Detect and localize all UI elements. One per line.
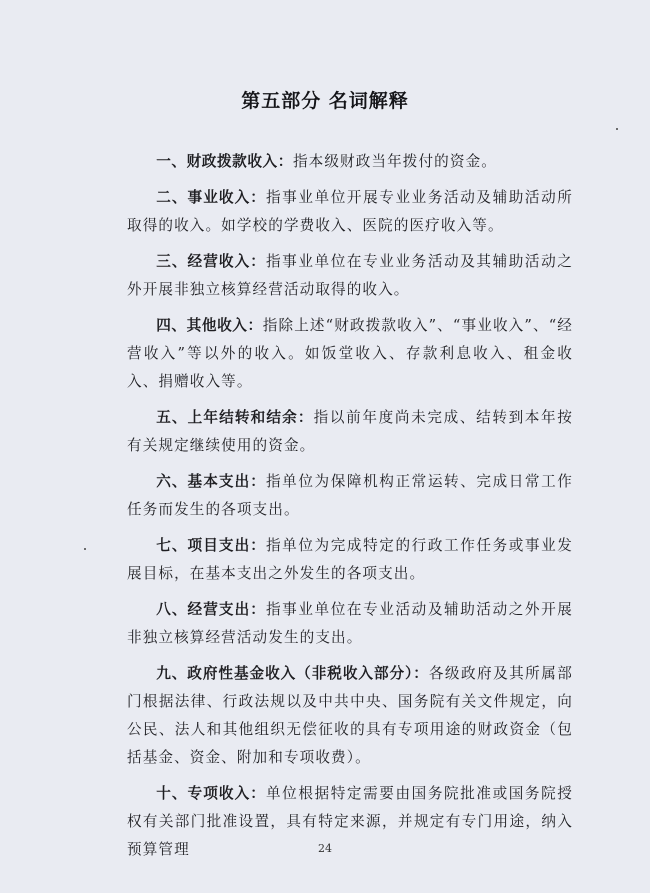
definition-term: 六、基本支出：	[156, 473, 266, 490]
definition-term: 十、专项收入：	[156, 785, 266, 802]
definition-text: 指事业单位在专业业务活动及其辅助活动之外开展非独立核算经营活动取得的收入。	[127, 253, 573, 298]
definition-text: 指以前年度尚未完成、结转到本年按有关规定继续使用的资金。	[127, 409, 573, 454]
definition-term: 三、经营收入：	[156, 253, 266, 270]
definition-item	[127, 660, 573, 772]
definition-term: 九、政府性基金收入（非税收入部分）：	[156, 665, 429, 682]
definition-text: 指事业单位开展专业业务活动及辅助活动所取得的收入。如学校的学费收入、医院的医疗收入等。	[127, 189, 573, 234]
page-number: 24	[318, 842, 332, 855]
scan-speck	[616, 128, 618, 130]
definition-item	[127, 184, 573, 240]
scan-speck	[84, 548, 86, 550]
page-title: 第五部分 名词解释	[241, 90, 409, 112]
definition-term: 一、财政拨款收入：	[156, 153, 293, 170]
definition-text: 指本级财政当年拨付的资金。	[292, 153, 497, 170]
definition-item	[127, 468, 573, 524]
definition-text: 单位根据特定需要由国务院批准或国务院授权有关部门批准设置，具有特定来源，并规定有专门用途，纳入预算管理	[127, 785, 573, 858]
definition-item	[127, 248, 573, 304]
definition-text: 指事业单位在专业活动及辅助活动之外开展非独立核算经营活动发生的支出。	[127, 601, 573, 646]
definition-text: 指单位为完成特定的行政工作任务或事业发展目标，在基本支出之外发生的各项支出。	[127, 537, 573, 582]
definition-item	[127, 596, 573, 652]
definitions-list	[127, 148, 573, 872]
definition-term: 五、上年结转和结余：	[156, 409, 314, 426]
definition-term: 二、事业收入：	[156, 189, 266, 206]
definition-term: 八、经营支出：	[156, 601, 266, 618]
definition-item	[127, 148, 573, 176]
definition-text: 指除上述“财政拨款收入”、“事业收入”、“经营收入”等以外的收入。如饭堂收入、存款利息收入、租金收入、捐赠收入等。	[127, 317, 573, 390]
definition-item	[127, 532, 573, 588]
definition-item	[127, 312, 573, 396]
definition-item	[127, 404, 573, 460]
definition-text: 各级政府及其所属部门根据法律、行政法规以及中共中央、国务院有关文件规定，向公民、法人和其他组织无偿征收的具有专项用途的财政资金（包括基金、资金、附加和专项收费）。	[127, 665, 573, 766]
definition-term: 四、其他收入：	[156, 317, 263, 334]
definition-term: 七、项目支出：	[156, 537, 266, 554]
definition-text: 指单位为保障机构正常运转、完成日常工作任务而发生的各项支出。	[127, 473, 573, 518]
